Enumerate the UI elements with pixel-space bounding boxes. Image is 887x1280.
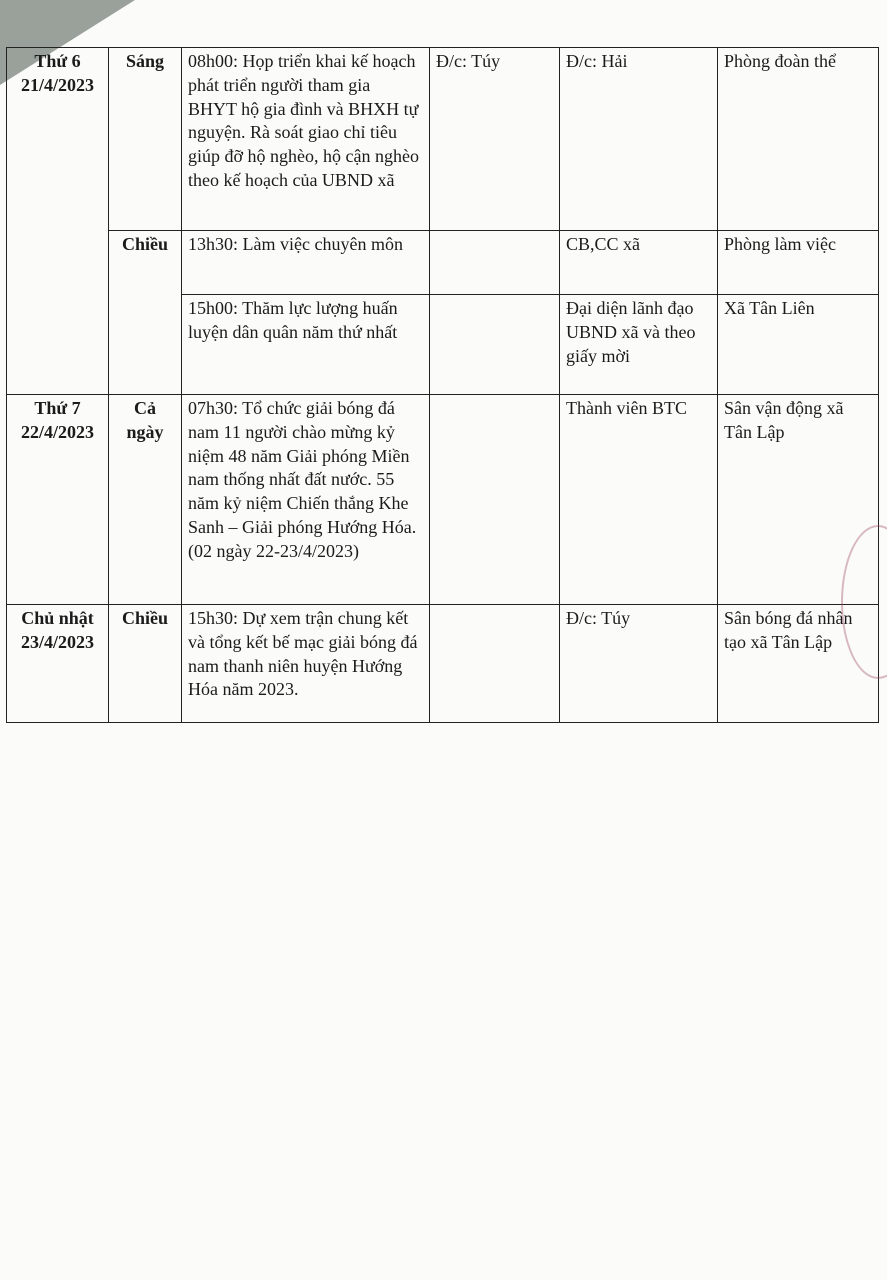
chair-cell (430, 295, 560, 395)
session-cell: Sáng (109, 48, 182, 231)
day-name: Thứ 7 (34, 398, 81, 418)
day-cell (7, 605, 109, 723)
table-row (7, 231, 879, 295)
table-row (7, 48, 879, 231)
day-name: Chủ nhật (21, 608, 94, 628)
content-cell: 13h30: Làm việc chuyên môn (182, 231, 430, 295)
location-cell: Phòng làm việc (718, 231, 879, 295)
location-cell: Sân vận động xã Tân Lập (718, 395, 879, 605)
location-cell: Xã Tân Liên (718, 295, 879, 395)
chair-cell (430, 231, 560, 295)
participants-cell: CB,CC xã (560, 231, 718, 295)
location-cell: Phòng đoàn thể (718, 48, 879, 231)
day-date: 22/4/2023 (20, 421, 94, 442)
chair-cell (430, 395, 560, 605)
session-cell: Chiều (109, 231, 182, 395)
content-cell: 15h30: Dự xem trận chung kết và tổng kết bế mạc giải bóng đá nam thanh niên huyện Hướng Hóa năm 2023. (182, 605, 430, 723)
participants-cell: Đ/c: Túy (560, 605, 718, 723)
content-cell: 08h00: Họp triển khai kế hoạch phát triển người tham gia BHYT hộ gia đình và BHXH tự nguyện. Rà soát giao chỉ tiêu giúp đỡ hộ nghèo, hộ cận nghèo theo kế hoạch của UBND xã (182, 48, 430, 231)
content-cell: 15h00: Thăm lực lượng huấn luyện dân quân năm thứ nhất (182, 295, 430, 395)
chair-cell (430, 605, 560, 723)
day-cell (7, 48, 109, 395)
participants-cell: Đ/c: Hải (560, 48, 718, 231)
table-row (7, 395, 879, 605)
day-name: Thứ 6 (34, 51, 81, 71)
schedule-table (6, 47, 879, 723)
location-cell: Sân bóng đá nhân tạo xã Tân Lập (718, 605, 879, 723)
day-date: 21/4/2023 (20, 74, 94, 95)
session-cell: Chiều (109, 605, 182, 723)
table-row (7, 605, 879, 723)
session-cell: Cả ngày (109, 395, 182, 605)
content-cell: 07h30: Tổ chức giải bóng đá nam 11 người chào mừng kỷ niệm 48 năm Giải phóng Miền nam thống nhất đất nước. 55 năm kỷ niệm Chiến thắng Khe Sanh – Giải phóng Hướng Hóa. (02 ngày 22-23/4/2023) (182, 395, 430, 605)
day-date: 23/4/2023 (20, 631, 94, 652)
participants-cell: Đại diện lãnh đạo UBND xã và theo giấy mời (560, 295, 718, 395)
day-cell (7, 395, 109, 605)
participants-cell: Thành viên BTC (560, 395, 718, 605)
chair-cell: Đ/c: Túy (430, 48, 560, 231)
